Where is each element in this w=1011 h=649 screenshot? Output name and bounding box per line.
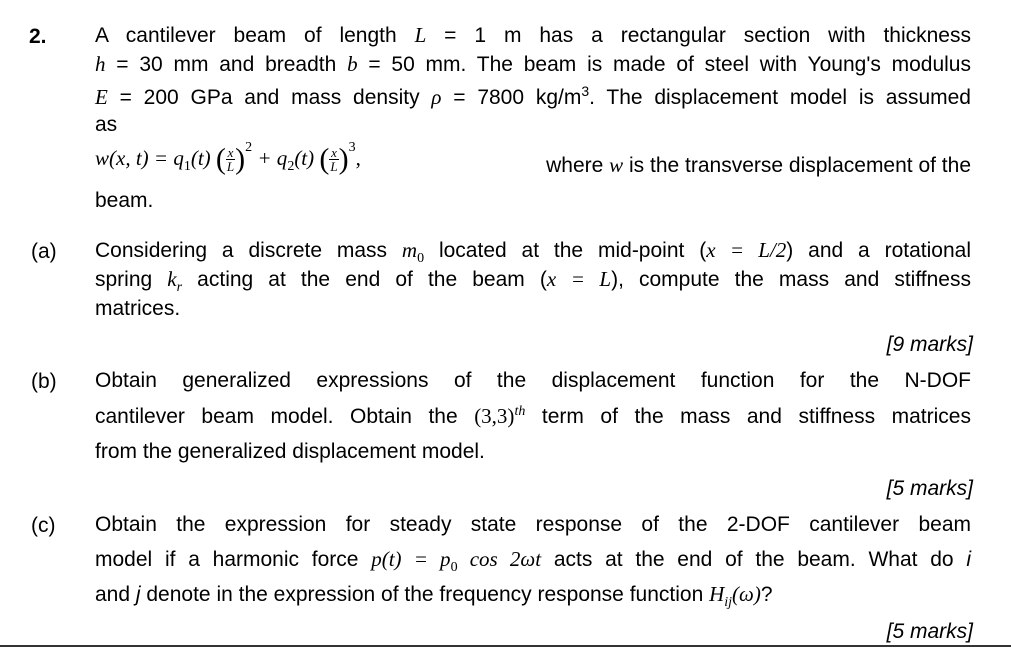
part-a-marks: [9 marks] [886,333,973,356]
intro-line-3: E = 200 GPa and mass density ρ = 7800 $kg/m^3$. The displacement model is assumed [95,83,971,109]
part-b-line-2: cantilever beam model. Obtain the $(3,3)^{th}$ term of the mass and stiffness matrices [95,404,971,428]
intro-line-4: as [95,113,118,136]
fraction-x-over-l: $\frac{x}{L}$ [226,144,235,174]
part-c-line-3: and j denote in the expression of the frequency response function $H_{ij}(\omega)$? [95,582,773,610]
bottom-divider [0,645,1011,647]
fraction-x-over-l-2: $\frac{x}{L}$ [330,144,338,174]
part-c-marks: [5 marks] [886,620,973,643]
part-b-marks: [5 marks] [886,477,973,500]
question-number: 2. [29,25,47,48]
part-c-line-1: Obtain the expression for steady state response of the 2-DOF cantilever beam [95,513,971,536]
part-a-line-2: spring $k_r$ acting at the end of the beam (x = L), compute the mass and stiffness [95,267,971,295]
part-b-label: (b) [31,370,57,393]
part-a-line-3: matrices. [95,297,181,320]
part-a-label: (a) [31,240,57,263]
intro-line-1: A cantilever beam of length L = 1 m has a rectangular section with thickness [95,23,971,47]
intro-line-2: h = 30 mm and breadth b = 50 mm. The beam is made of steel with Young's modulus [95,52,971,76]
intro-line-6: beam. [95,189,154,212]
part-b-line-1: Obtain generalized expressions of the displacement function for the N-DOF [95,369,971,392]
part-a-line-1: Considering a discrete mass $m_0$ located at the mid-point (x = L/2) and a rotational [95,238,971,266]
equation-where-text: where w is the transverse displacement of the [546,153,971,177]
displacement-model-equation: w(x, $t) = q_1(t)$ ( $\frac{x}{L}$ )$^2 + q_2(t)$ ( $\frac{x}{L}$ )$^3$, where w is the transverse displacement of the [95,140,971,177]
part-b-line-3: from the generalized displacement model. [95,440,485,463]
part-c-line-2: model if a harmonic force $p(t) = p_0$ cos 2ωt acts at the end of the beam. What do i [95,547,971,575]
part-c-label: (c) [31,514,56,537]
